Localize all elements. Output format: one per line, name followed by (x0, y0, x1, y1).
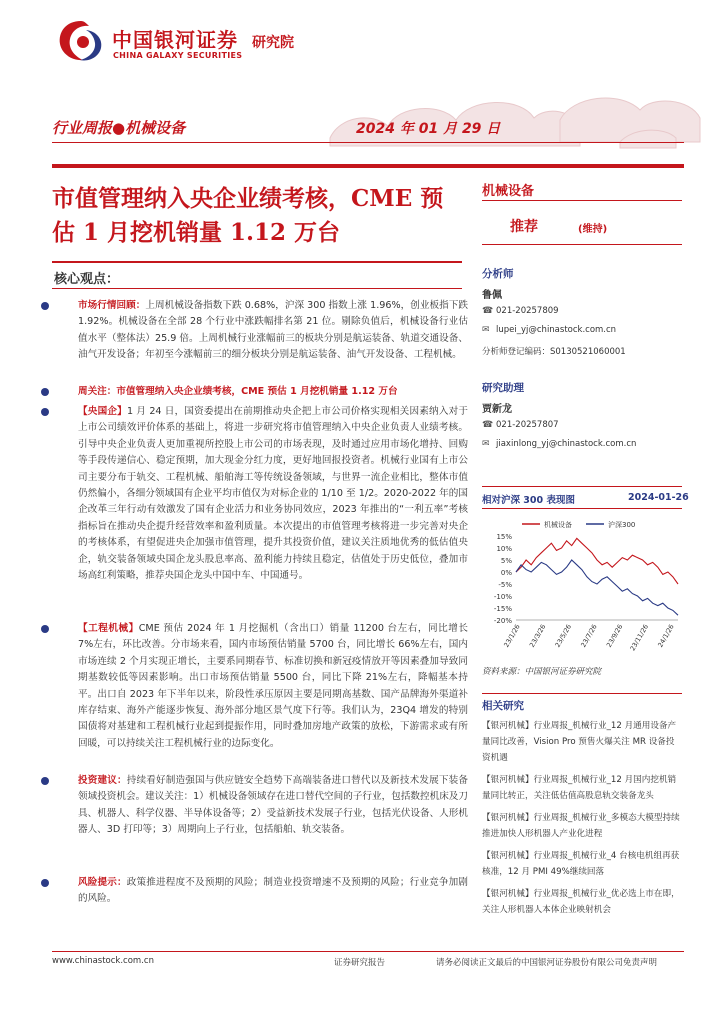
bullet-tag: 市场行情回顾： (78, 300, 146, 311)
y-tick-label: -20% (493, 617, 512, 625)
chart-title: 相对沪深 300 表现图 (482, 495, 575, 506)
bullet-text: 政策推进程度不及预期的风险；制造业投资增速不及预期的风险；行业竞争加剧的风险。 (78, 877, 469, 905)
series-line-machinery (516, 538, 678, 584)
bullet-construction-machinery (38, 621, 468, 769)
relative-performance-chart (482, 516, 682, 661)
bullet-text: 1 月 24 日，国资委提出在前期推动央企把上市公司价格实现相关因素纳入对于上市公司绩效评价体系的基础上，将进一步研究将市值管理纳入中央企业负责人业绩考核。引导中央企业负责人更加重视所控股上市公司的市场表现，及时通过应用市场化增持、回购等手段传递信心、稳定预期，加大现金分红力度，更好地回报投资者。机械行业国有上市公司主要分布于轨交、工程机械、船舶海工等传统设备领域，与世界一流企业相比，整体市值仍然偏小，各细分领域国有企业平均市值仅为对标企业的 1/10 至 1/2。2020-2022 年的国企改革三年行动有效激发了国有企业活力和业务协同效应，2023 年推出的“一利五率”考核指标旨在推动央企提升经营效率和盈利质量。本次提出的市值管理考核将进一步完善对央企的考核体系，有望促进央企加强市值管理，提升其投资价值，建议关注质地优秀的低估值央企，轨交装备领域央国企龙头股息率高、盈利能力持续且稳定，估值处于历史低位，叠加市场高红利策略，推荐央国企龙头中国中车、中国通号。 (78, 406, 469, 582)
y-tick-label: 10% (496, 545, 512, 553)
analyst-phone-row (482, 306, 559, 316)
rating-divider (482, 244, 682, 245)
related-item[interactable]: 【银河机械】行业周报_机械行业_4 台核电机组再获核准，12 月 PMI 49%继续回落 (482, 851, 680, 877)
bullet-investment-advice (38, 773, 468, 871)
y-tick-label: -5% (498, 581, 512, 589)
report-type: 行业周报●机械设备 (52, 119, 186, 137)
phone-icon: ☎ (482, 420, 494, 430)
related-divider (482, 693, 682, 694)
key-points (38, 298, 468, 912)
bullet-dot (41, 388, 49, 396)
email-icon: ✉ (482, 325, 490, 335)
chart-source: 资料来源：中国银河证券研究院 (482, 667, 602, 677)
chart-title-divider (482, 508, 682, 509)
core-heading: 核心观点： (54, 272, 120, 287)
email-icon: ✉ (482, 439, 490, 449)
rating-note: (维持) (578, 224, 608, 235)
x-tick-label: 24/1/26 (656, 623, 676, 649)
phone-icon: ☎ (482, 306, 494, 316)
bullet-tag: 【工程机械】 (78, 623, 139, 634)
bullet-dot (41, 879, 49, 887)
assistant-email[interactable]: jiaxinlong_yj@chinastock.com.cn (496, 439, 637, 449)
analyst-phone: 021-20257809 (496, 306, 559, 316)
related-item[interactable]: 【银河机械】行业周报_机械行业_12 月国内挖机销量同比转正，关注低估值高股息轨交装备龙头 (482, 775, 677, 801)
analyst-email-row (482, 325, 616, 335)
bullet-risk (38, 875, 468, 908)
rating-label: 推荐 (510, 219, 538, 235)
assistant-heading: 研究助理 (482, 382, 524, 394)
related-item[interactable]: 【银河机械】行业周报_机械行业_多模态大模型持续推进加快人形机器人产业化进程 (482, 813, 680, 839)
chart-date: 2024-01-26 (628, 492, 689, 503)
related-research-list (482, 718, 682, 924)
legend-label: 沪深300 (608, 521, 636, 529)
report-date: 2024 年 01 月 29 日 (356, 121, 501, 137)
bullet-text: 上周机械设备指数下跌 0.68%，沪深 300 指数上涨 1.96%，创业板指下跌 1.92%。机械设备在全部 28 个行业中涨跌幅排名第 21 位。剔除负值后，机械设备行业估值水平（整体法）25.9 倍。上周机械行业涨幅前三的板块分别是航运装备、轨道交通设备、油气开发设备；年初至今涨幅前三的细分板块分别是航运装备、油气开发设备、工程机械。 (78, 300, 468, 361)
x-tick-label: 23/7/26 (579, 623, 599, 649)
x-tick-label: 23/11/26 (628, 623, 651, 653)
x-tick-label: 23/9/26 (604, 623, 625, 649)
analyst-heading: 分析师 (482, 268, 514, 280)
related-heading: 相关研究 (482, 700, 524, 712)
bullet-dot (41, 625, 49, 633)
bullet-dot (41, 302, 49, 310)
footer-website[interactable]: www.chinastock.com.cn (52, 956, 154, 966)
analyst-name: 鲁佩 (482, 290, 502, 301)
related-item[interactable]: 【银河机械】行业周报_机械行业_12 月通用设备产量同比改善，Vision Pro 预售火爆关注 MR 设备投资机遇 (482, 721, 677, 763)
y-tick-label: 5% (500, 557, 512, 565)
y-tick-label: 0% (500, 569, 512, 577)
chart-top-divider (482, 486, 682, 487)
assistant-name: 贾新龙 (482, 404, 512, 415)
y-tick-label: -15% (493, 605, 512, 613)
bullet-tag: 投资建议： (78, 775, 127, 786)
institute-label: 研究院 (252, 35, 294, 51)
x-tick-label: 23/3/26 (527, 623, 548, 649)
bullet-dot (41, 408, 49, 416)
bullet-dot (41, 777, 49, 785)
galaxy-logo-icon (56, 18, 106, 64)
footer-divider (52, 951, 684, 952)
x-tick-label: 23/5/26 (553, 623, 574, 649)
y-tick-label: -10% (493, 593, 512, 601)
bullet-soe (38, 404, 468, 617)
sector-divider (482, 200, 682, 201)
report-title: 市值管理纳入央企业绩考核，CME 预估 1 月挖机销量 1.12 万台 (52, 185, 444, 246)
bullet-text: CME 预估 2024 年 1 月挖掘机（含出口）销量 11200 台左右，同比增长 7%左右，环比改善。分市场来看，国内市场预估销量 5700 台，同比增长 66%左右，国内市场连续 2 个月实现正增长，主要系同期春节、标准切换和新冠疫情放开等因素叠加导致同期基数较低等因素影响。出口市场预估销量 5500 台，同比下降 21%左右，降幅基本持平。出口自 2023 年下半年以来，阶段性承压原因主要是同期高基数、国产品牌海外渠道补库存结束、海外产能逐步恢复、海外部分地区景气度下行等。我们认为，23Q4 增发的特别国债将对基建和工程机械行业起到提振作用，同时叠加房地产政策的放松，下游需求或有所回暖，可以持续关注工程机械行业的边际变化。 (78, 623, 468, 749)
related-item[interactable]: 【银河机械】行业周报_机械行业_优必选上市在即，关注人形机器人本体企业映射机会 (482, 889, 680, 915)
y-tick-label: 15% (496, 533, 512, 541)
bullet-text: 周关注：市值管理纳入央企业绩考核，CME 预估 1 月挖机销量 1.12 万台 (78, 386, 398, 397)
footer-label: 证券研究报告 (334, 958, 386, 968)
footer-disclaimer: 请务必阅读正文最后的中国银河证券股份有限公司免责声明 (436, 958, 658, 968)
bullet-text: 持续看好制造强国与供应链安全趋势下高端装备进口替代以及新技术发展下装备领域投资机会。建议关注：1）机械设备领域存在进口替代空间的子行业，包括数控机床及刀具、机器人、科学仪器、半导体设备等；2）受益新技术发展子行业，包括光伏设备、人形机器人、3D 打印等；3）周期向上子行业，包括船舶、轨交装备。 (78, 775, 469, 836)
bullet-tag: 【央国企】 (78, 406, 127, 417)
core-divider (52, 288, 462, 289)
analyst-registration: 分析师登记编码：S0130521060001 (482, 347, 626, 357)
series-line-csi300 (516, 560, 678, 615)
x-tick-label: 23/1/26 (502, 623, 522, 649)
assistant-phone: 021-20257807 (496, 420, 559, 430)
bullet-market-review (38, 298, 468, 380)
title-divider (52, 261, 462, 263)
legend-label: 机械设备 (544, 521, 572, 529)
bullet-weekly-focus (38, 384, 468, 400)
company-logo (56, 18, 316, 66)
logo-english-name: CHINA GALAXY SECURITIES (113, 51, 243, 60)
logo-chinese-name: 中国银河证券 (112, 28, 238, 52)
assistant-email-row (482, 439, 636, 449)
assistant-phone-row (482, 420, 559, 430)
analyst-email[interactable]: lupei_yj@chinastock.com.cn (496, 325, 617, 335)
sector-label: 机械设备 (482, 184, 535, 199)
bullet-tag: 风险提示： (78, 877, 127, 888)
